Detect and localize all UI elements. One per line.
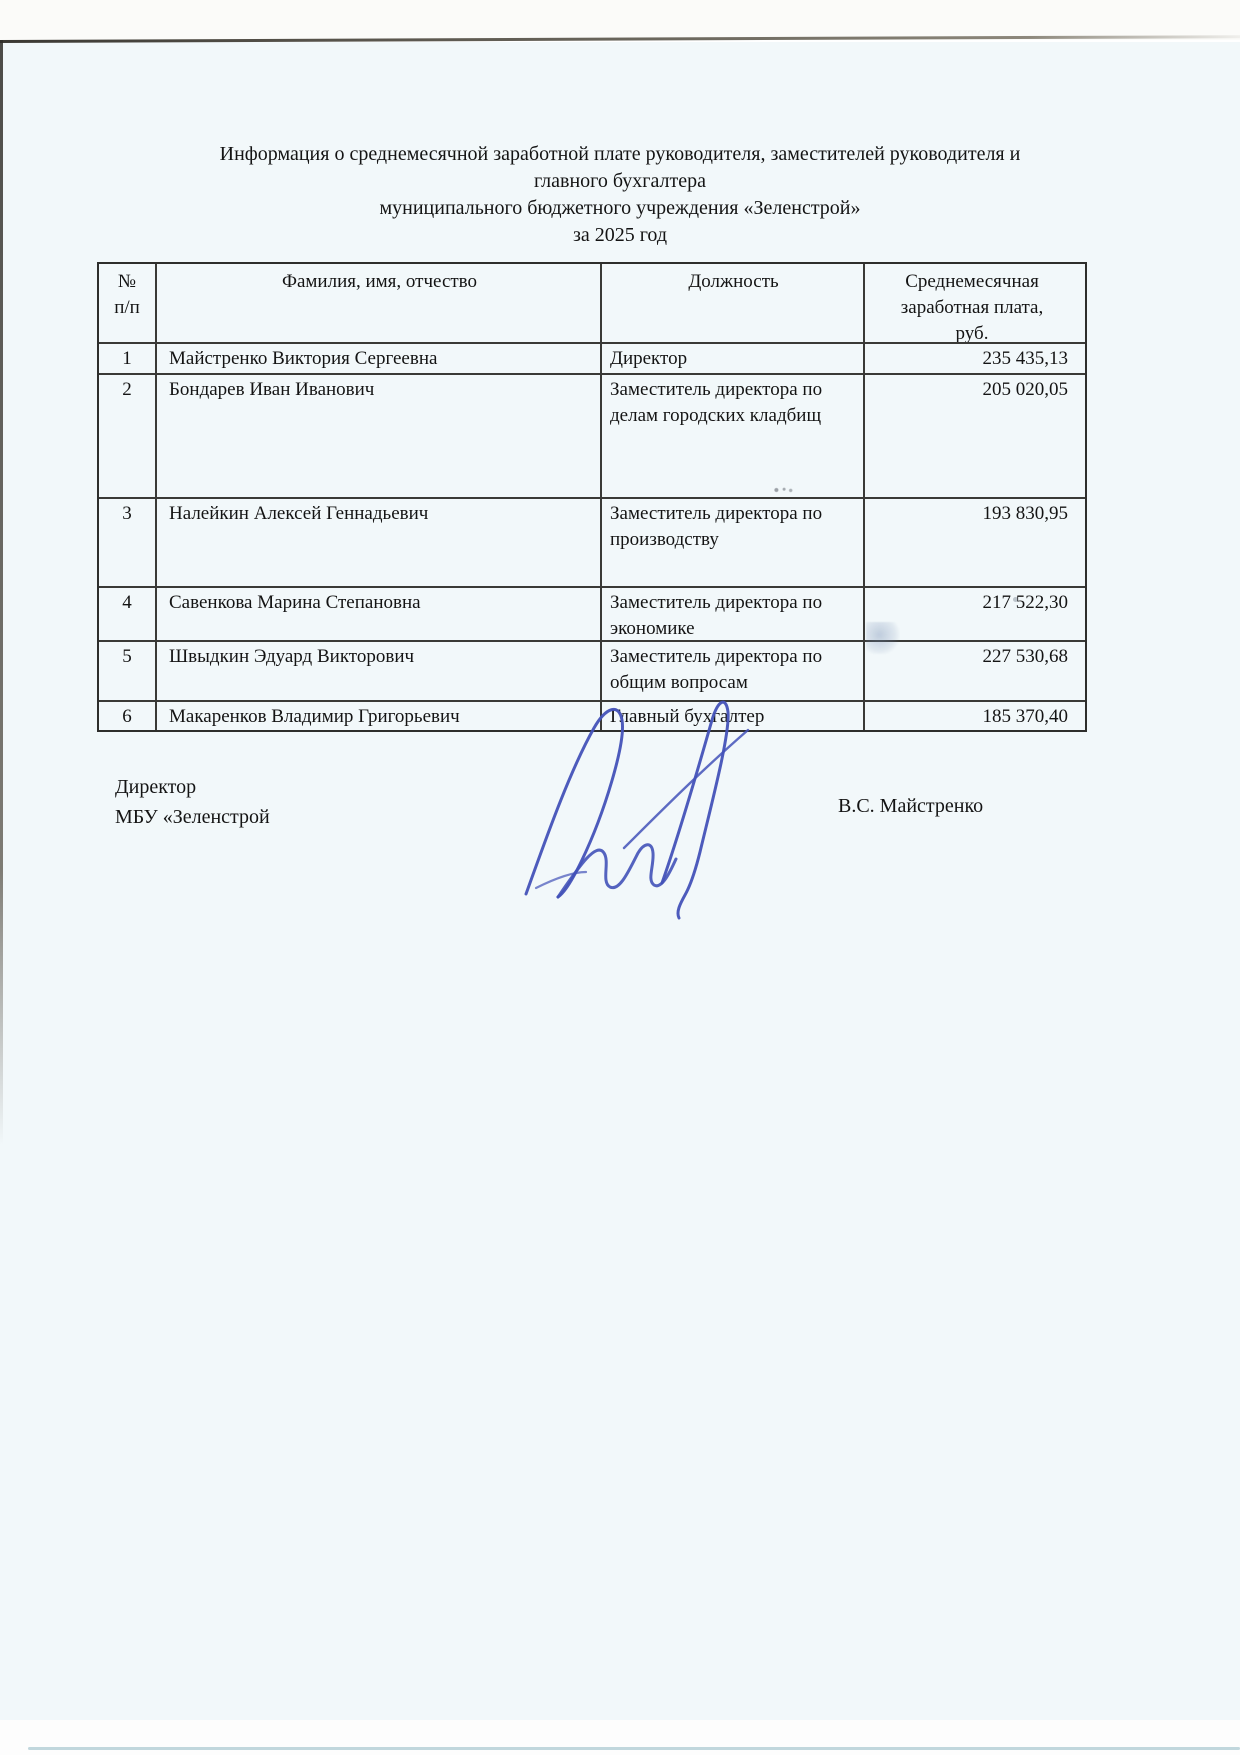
name-cell: Макаренков Владимир Григорьевич: [155, 702, 600, 730]
name-cell: Бондарев Иван Иванович: [155, 375, 600, 497]
row-num-cell: 3: [122, 503, 132, 524]
row-num-cell: 6: [122, 706, 132, 727]
table-row: [99, 586, 1085, 640]
name-cell: Налейкин Алексей Геннадьевич: [155, 499, 600, 586]
salary-cell: 217 522,30: [863, 588, 1077, 640]
scan-stain: [866, 622, 900, 654]
scan-speck: [1013, 597, 1018, 602]
header-position: Должность: [600, 264, 863, 342]
position-cell: Заместитель директора по общим вопросам: [600, 642, 863, 700]
header-num-line2: п/п: [114, 297, 140, 318]
salary-table: [97, 262, 1087, 732]
table-row: [99, 373, 1085, 497]
row-num-cell: 4: [122, 592, 132, 613]
salary-cell: 235 435,13: [863, 344, 1077, 373]
table-header-row: [99, 264, 1085, 342]
title-line-3: муниципального бюджетного учреждения «Зеленстрой»: [379, 197, 861, 219]
row-num-cell: 2: [122, 379, 132, 400]
scanner-background-band: [0, 0, 1240, 40]
document-title: [60, 141, 1180, 249]
row-num-cell: 5: [122, 646, 132, 667]
row-num-cell: 1: [122, 348, 132, 369]
position-cell: Заместитель директора по производству: [600, 499, 863, 586]
title-line-2: главного бухгалтера: [533, 170, 707, 192]
position-cell: Директор: [600, 344, 863, 373]
scan-artifact-line: [28, 1747, 1240, 1750]
table-row: [99, 497, 1085, 586]
header-salary: [863, 264, 1077, 342]
name-cell: Майстренко Виктория Сергеевна: [155, 344, 600, 373]
title-line-4: за 2025 год: [572, 224, 668, 246]
header-salary-line2: заработная плата,: [900, 297, 1044, 318]
salary-cell: 227 530,68: [863, 642, 1077, 700]
salary-cell: 205 020,05: [863, 375, 1077, 497]
salary-cell: 185 370,40: [863, 702, 1077, 730]
header-salary-line1: Среднемесячная: [905, 271, 1039, 292]
salary-cell: 193 830,95: [863, 499, 1077, 586]
header-num-line1: №: [117, 271, 137, 292]
name-cell: Савенкова Марина Степановна: [155, 588, 600, 640]
signer-name: В.С. Майстренко: [838, 795, 984, 817]
handwritten-signature: [512, 682, 782, 920]
position-cell: Заместитель директора по делам городских кладбищ: [600, 375, 863, 497]
signer-role-line2: МБУ «Зеленстрой: [115, 806, 270, 828]
title-line-1: Информация о среднемесячной заработной плате руководителя, заместителей руководителя и: [219, 143, 1021, 165]
table-row: [99, 342, 1085, 373]
header-name: Фамилия, имя, отчество: [155, 264, 600, 342]
scan-speck: [772, 486, 794, 494]
name-cell: Швыдкин Эдуард Викторович: [155, 642, 600, 700]
paper-left-edge-shadow: [0, 40, 3, 1145]
signer-role: [115, 772, 270, 832]
position-cell: Заместитель директора по экономике: [600, 588, 863, 640]
header-salary-line3: руб.: [955, 323, 989, 342]
header-num: [99, 264, 155, 342]
position-cell: Главный бухгалтер: [600, 702, 863, 730]
signer-role-line1: Директор: [115, 776, 197, 798]
